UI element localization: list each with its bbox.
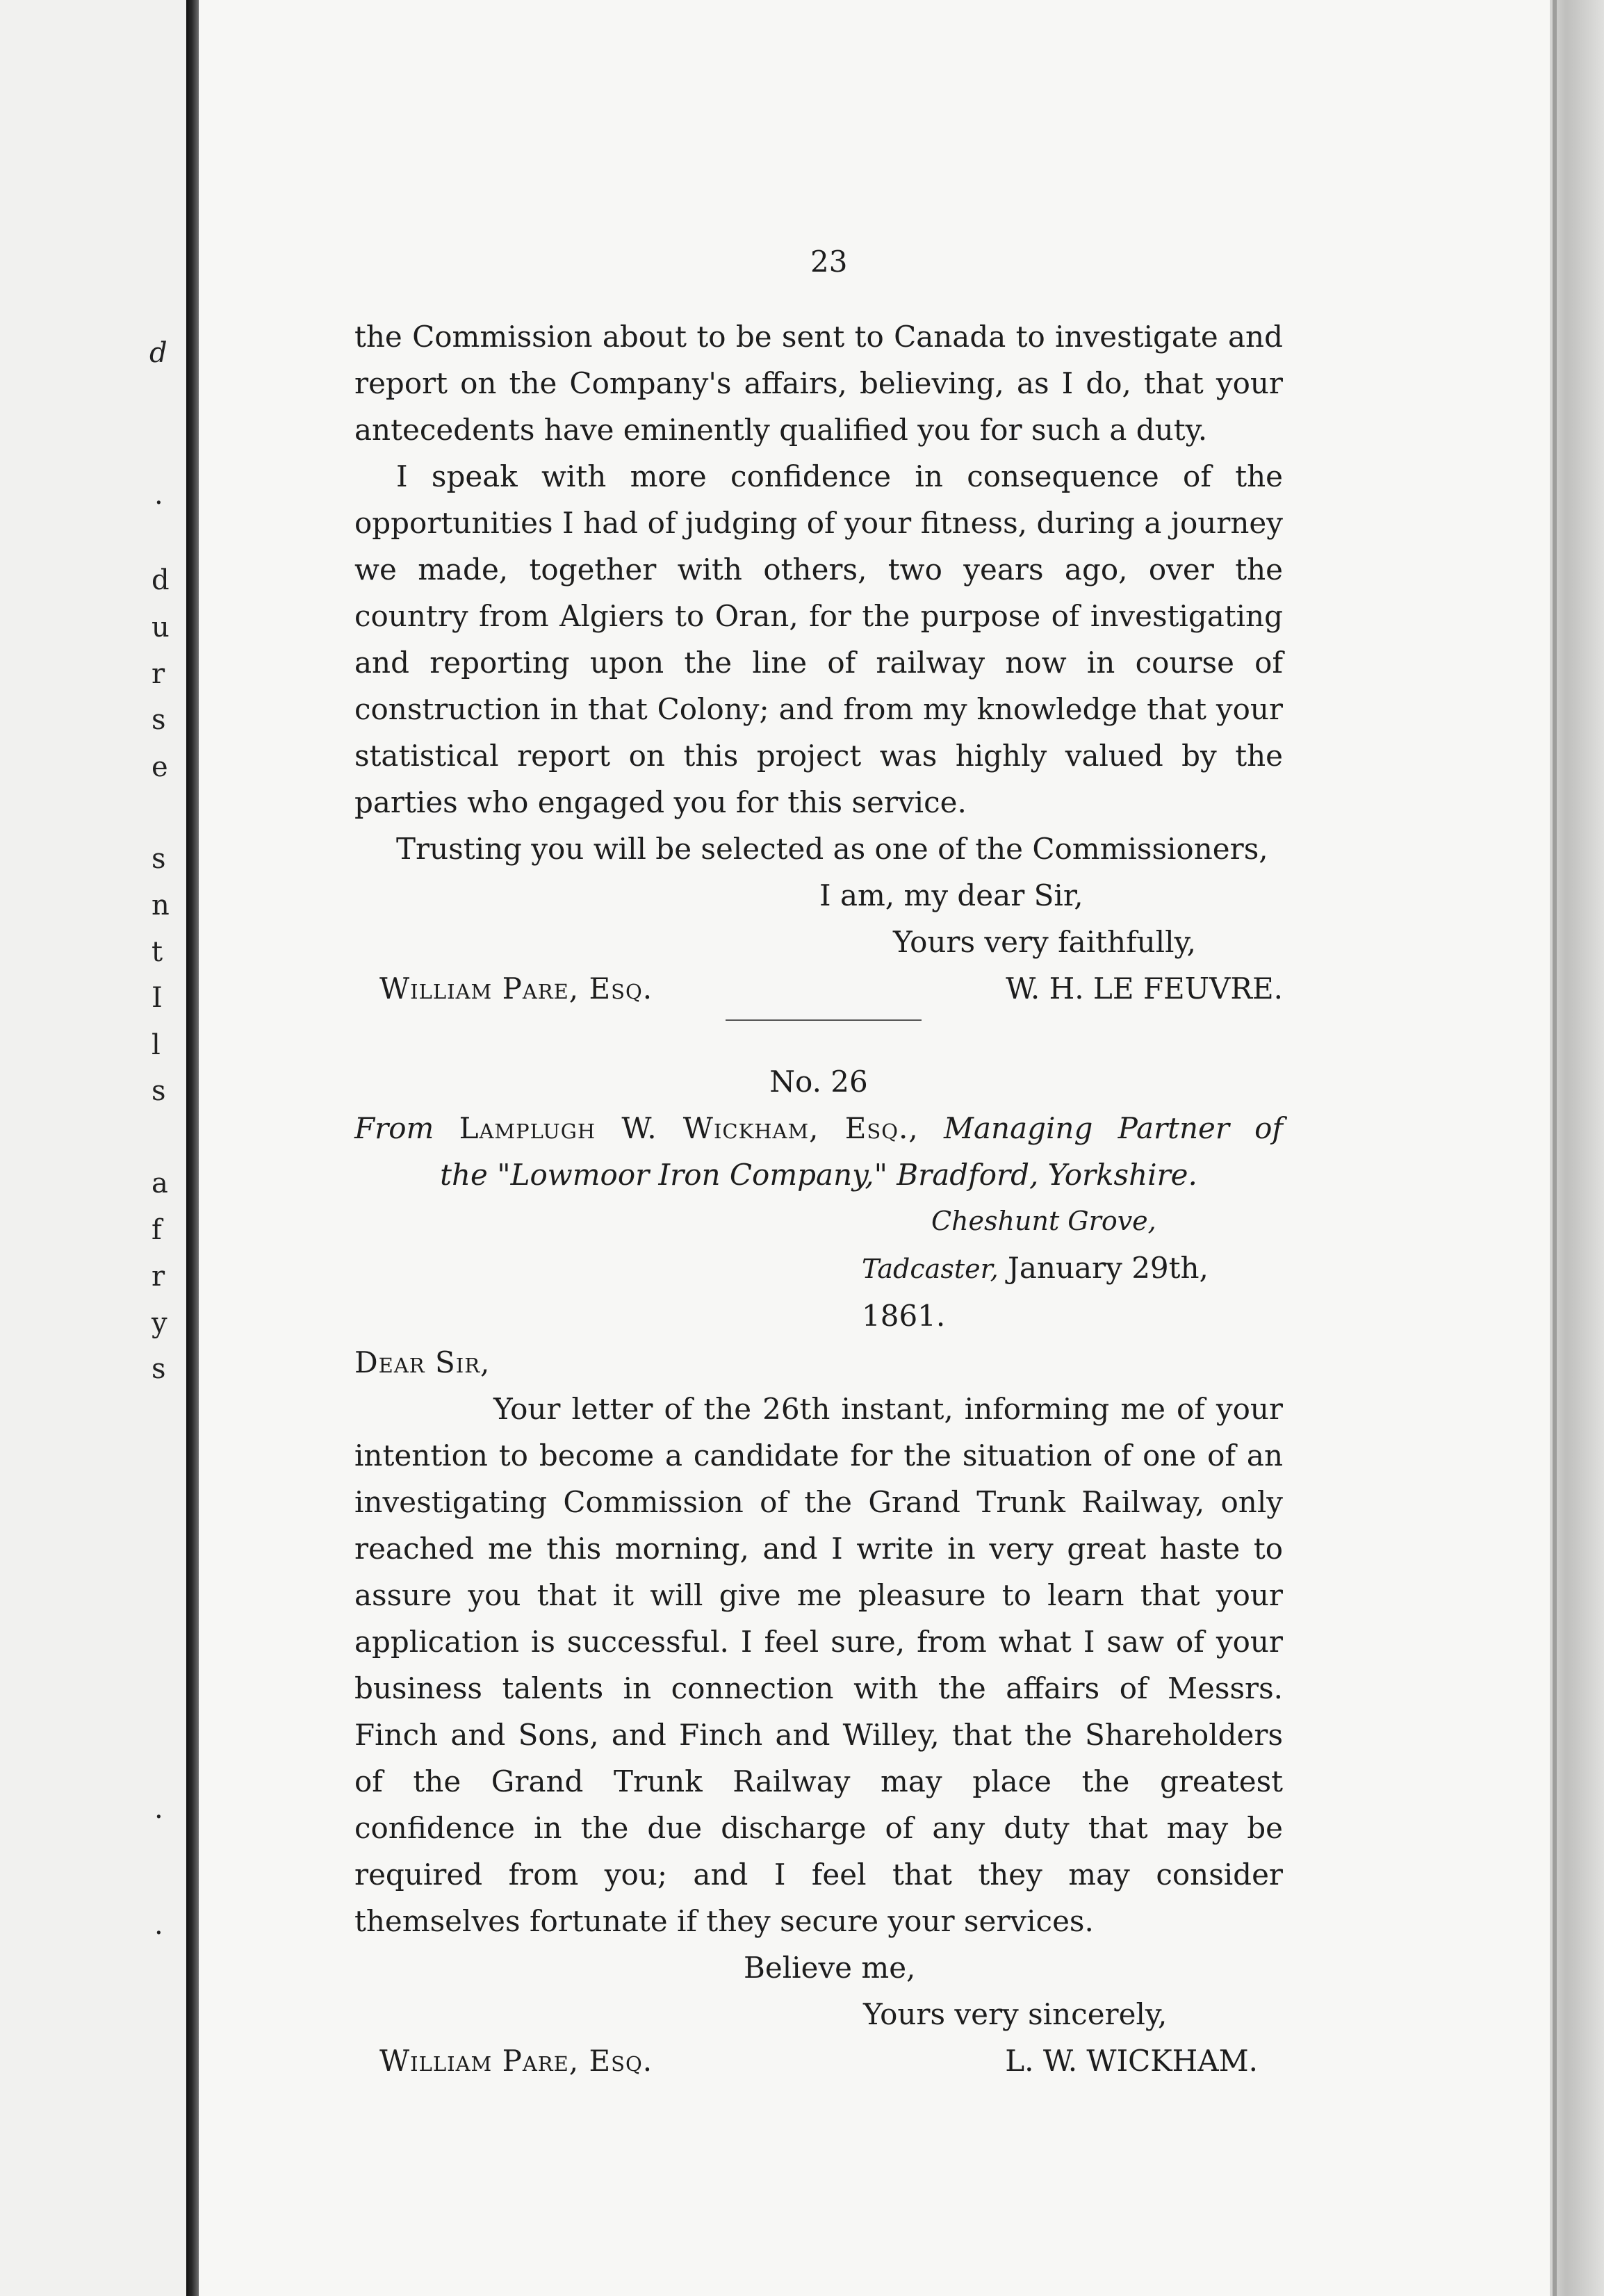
left-page-letter: s [152, 1353, 166, 1385]
left-page-letter: . [154, 479, 163, 511]
letter2-salutation: Dear Sir, [354, 1345, 491, 1379]
page-edge [1550, 0, 1604, 2296]
letter1-closing2: Yours very faithfully, [893, 925, 1197, 959]
book-gutter [186, 0, 199, 2296]
letter2-heading-name: Lamplugh W. Wickham, Esq., [459, 1111, 919, 1145]
letter2-address-place: Tadcaster, [862, 1254, 999, 1284]
letter1-signoff [354, 965, 1283, 1012]
letter1-signature: W. H. LE FEUVRE. [1006, 971, 1283, 1006]
section-divider [726, 1019, 922, 1021]
left-page-letter: f [152, 1214, 162, 1246]
letter2-address-date: January 29th, 1861. [862, 1251, 1209, 1333]
left-page-letter: y [152, 1307, 167, 1339]
left-page-letter: . [154, 1793, 163, 1825]
letter1-paragraph2: I speak with more confidence in consequence of the opportunities I had of judging of your fitness, during a journey we made, together with others, two years ago, over the country from Algiers to Oran, for the purpose of investigating and reporting upon the line of railway now in course of construction in that Colony; and from my knowledge that your statistical report on this project was highly valued by the parties who engaged you for this service. [354, 459, 1283, 819]
left-page-letter: s [152, 1075, 166, 1107]
letter2-heading-company: "Lowmoor Iron Company," Bradford, Yorkshire. [497, 1158, 1197, 1192]
letter2-addressee: William Pare, Esq. [379, 2044, 653, 2078]
left-page-letter: d [149, 337, 167, 369]
left-page-letter: n [152, 889, 170, 921]
page-number: 23 [810, 245, 848, 279]
letter2-heading-the: the [440, 1158, 488, 1192]
letter2-closing1: Believe me, [744, 1951, 916, 1985]
left-page-letter: e [152, 751, 168, 783]
letter2-heading-role: Managing Partner of [943, 1111, 1283, 1145]
left-page-letter: l [152, 1029, 161, 1061]
left-page-letter: r [152, 1261, 165, 1293]
page-text [354, 245, 1283, 2084]
letter1-paragraph3: Trusting you will be selected as one of the Commissioners, [396, 832, 1268, 866]
letter2-signature: L. W. WICKHAM. [1005, 2044, 1258, 2078]
letter2-body: Your letter of the 26th instant, informing me of your intention to become a candidate for the situation of one of an investigating Commission of the Grand Trunk Railway, only reached me this morning, and I write in very great haste to assure you that it will give me pleasure to learn that your application is successful. I feel sure, from what I saw of your business talents in connection with the affairs of Messrs. Finch and Sons, and Finch and Willey, that the Shareholders of the Grand Trunk Railway may place the greatest confidence in the due discharge of any duty that may be required from you; and I feel that they may consider themselves fortunate if they secure your services. [354, 1392, 1283, 1938]
letter2-address-line2 [354, 1245, 1283, 1339]
letter2-heading-from: From [354, 1111, 434, 1145]
left-page-letter: I [152, 982, 163, 1014]
letter2-closing2: Yours very sincerely, [863, 1997, 1168, 2031]
left-page-letter: a [152, 1167, 168, 1199]
letter2-signoff [354, 2037, 1283, 2084]
left-page-letter: u [152, 612, 170, 643]
left-page-letter: s [152, 843, 166, 875]
left-page-fragment [0, 0, 186, 2296]
letter2-number: No. 26 [769, 1065, 868, 1099]
letter1-addressee: William Pare, Esq. [379, 971, 653, 1006]
letter2-heading-line1 [354, 1105, 1283, 1151]
letter1-paragraph1: the Commission about to be sent to Canada to investigate and report on the Company's affairs, believing, as I do, that your antecedents have eminently qualified you for such a duty. [354, 320, 1283, 447]
left-page-letter: . [154, 1909, 163, 1941]
letter2-address-line1: Cheshunt Grove, [931, 1206, 1156, 1236]
left-page-letter: t [152, 936, 163, 968]
left-page-letter: r [152, 658, 165, 690]
letter2-heading-line2 [354, 1151, 1283, 1198]
left-page-letter: d [152, 564, 170, 596]
letter1-closing1: I am, my dear Sir, [819, 878, 1083, 912]
left-page-letter: s [152, 704, 166, 736]
